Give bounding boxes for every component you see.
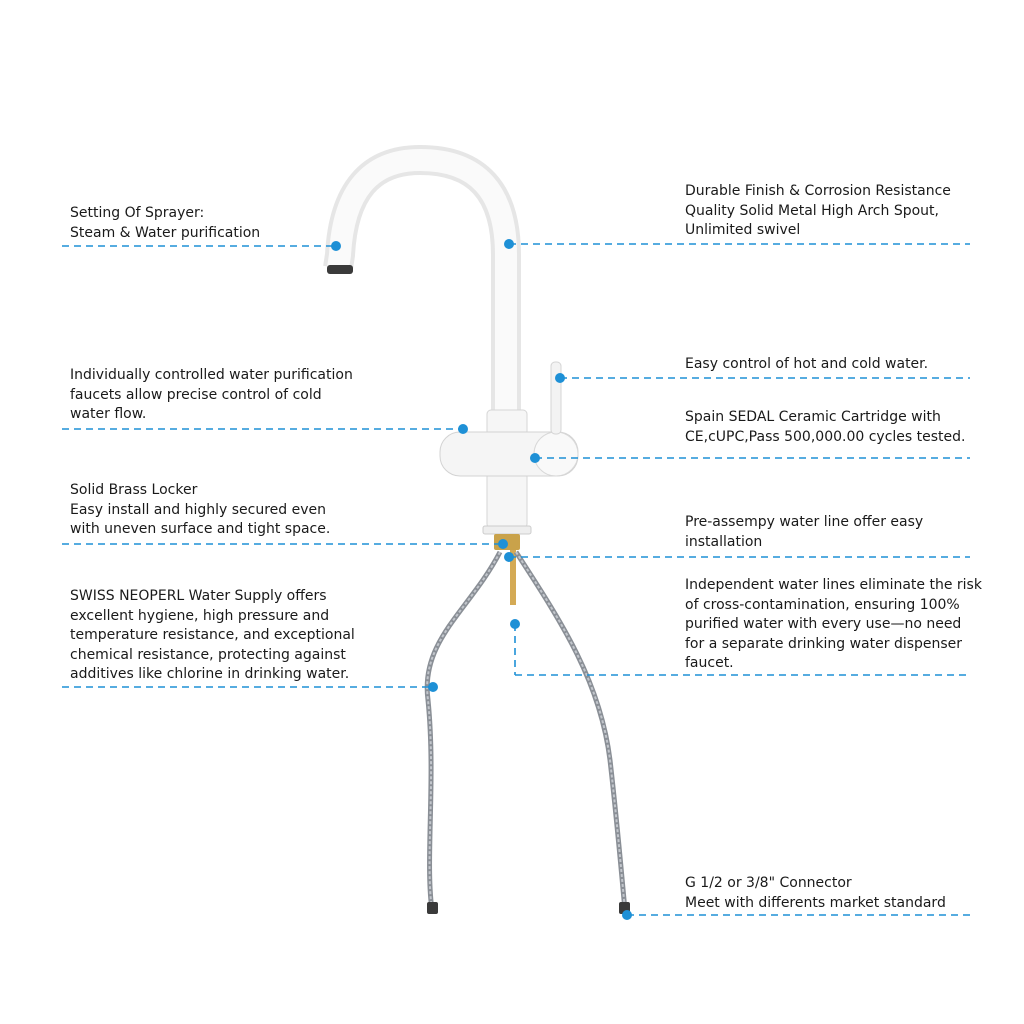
label-line: excellent hygiene, high pressure and [70,607,330,624]
dot-sprayer [331,241,341,251]
label-line: G 1/2 or 3/8" Connector [685,875,852,891]
right-hose-braid [516,552,625,910]
label-line: faucet. [685,655,734,671]
label-line: Unlimited swivel [685,222,801,238]
label-line: faucets allow precise control of cold [70,386,322,403]
spout-nozzle [327,265,353,274]
label-locker [70,481,330,540]
label-line: with uneven surface and tight space. [70,521,331,537]
label-purification [70,366,353,425]
label-line: Spain SEDAL Ceramic Cartridge with [685,409,941,425]
mixer-end-cap [534,432,578,476]
label-line: Solid Brass Locker [70,482,198,498]
label-line: Pre-assempy water line offer easy [685,514,924,530]
label-line: purified water with every use—no need [685,616,962,632]
label-line: Durable Finish & Corrosion Resistance [685,183,951,199]
label-neoperl [70,587,355,685]
left-hose [427,552,500,910]
label-line: CE,cUPC,Pass 500,000.00 cycles tested. [685,428,966,445]
lever-handle [551,362,561,434]
label-hot-cold [685,355,928,375]
label-line: Easy control of hot and cold water. [685,356,929,372]
dot-independent [510,619,520,629]
dot-neoperl [428,682,438,692]
label-independent [685,576,982,674]
dot-finish [504,239,514,249]
dot-locker [498,539,508,549]
label-line: Quality Solid Metal High Arch Spout, [685,202,939,219]
label-line: chemical resistance, protecting against [70,646,346,663]
label-line: Easy install and highly secured even [70,501,327,518]
label-line: Meet with differents market standard [685,894,946,911]
label-line: Setting Of Sprayer: [70,205,205,221]
label-connector [685,874,946,913]
dot-purification [458,424,468,434]
label-line: temperature resistance, and exceptional [70,627,355,643]
label-line: water flow. [70,406,147,422]
label-line: Steam & Water purification [70,224,261,241]
dot-preassembly [504,552,514,562]
label-sprayer [70,204,260,243]
label-line: for a separate drinking water dispenser [685,635,963,652]
dot-connector [622,910,632,920]
label-finish [685,182,951,241]
dot-hot-cold [555,373,565,383]
label-preassembly [685,513,923,552]
label-line: SWISS NEOPERL Water Supply offers [70,588,327,604]
right-hose [516,552,625,910]
label-line: Individually controlled water purification [70,367,353,383]
left-hose-connector [427,902,438,914]
dot-cartridge [530,453,540,463]
faucet-illustration [327,160,630,914]
label-line: Independent water lines eliminate the risk [685,577,982,593]
label-line: additives like chlorine in drinking water. [70,666,350,682]
label-line: installation [685,533,763,550]
base-plate [483,526,531,534]
label-cartridge [685,408,966,447]
label-line: of cross-contamination, ensuring 100% [685,596,960,613]
